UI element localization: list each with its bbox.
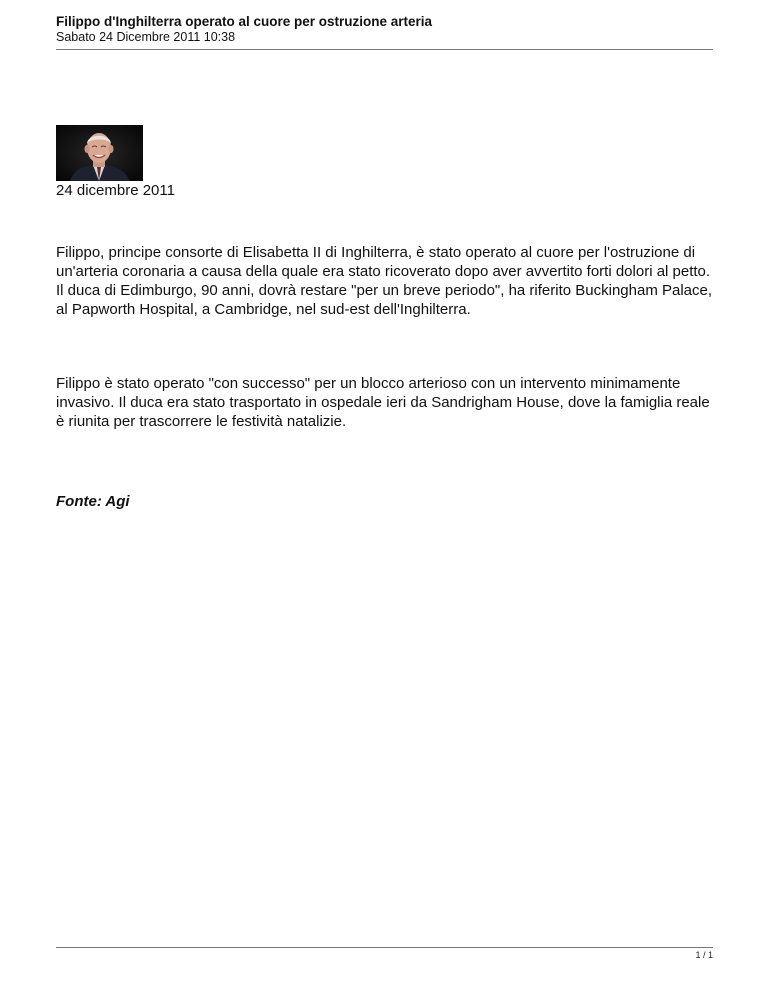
header-divider [56, 49, 713, 50]
page-header [56, 14, 713, 45]
page-title: Filippo d'Inghilterra operato al cuore per ostruzione arteria [56, 14, 433, 29]
article-body [56, 181, 713, 511]
page-timestamp: Sabato 24 Dicembre 2011 10:38 [56, 30, 236, 44]
article-paragraph: Filippo è stato operato "con successo" per un blocco arterioso con un intervento minimamente invasivo. Il duca era stato trasportato in ospedale ieri da Sandrigham House, dove la famiglia reale è riunita per trascorrere le festività natalizie. [56, 375, 710, 430]
article-paragraph: Filippo, principe consorte di Elisabetta II di Inghilterra, è stato operato al cuore per l'ostruzione di un'arteria coronaria a causa della quale era stato ricoverato dopo aver avvertito forti dolori al petto. Il duca di Edimburgo, 90 anni, dovrà restare "per un breve periodo", ha riferito Buckingham Palace, al Papworth Hospital, a Cambridge, nel sud-est dell'Inghilterra. [56, 244, 713, 318]
portrait-photo-icon [56, 125, 143, 181]
page-number: 1 / 1 [695, 950, 713, 960]
article-date: 24 dicembre 2011 [56, 182, 175, 199]
article-source: Fonte: Agi [56, 493, 130, 510]
footer-divider [56, 947, 713, 948]
